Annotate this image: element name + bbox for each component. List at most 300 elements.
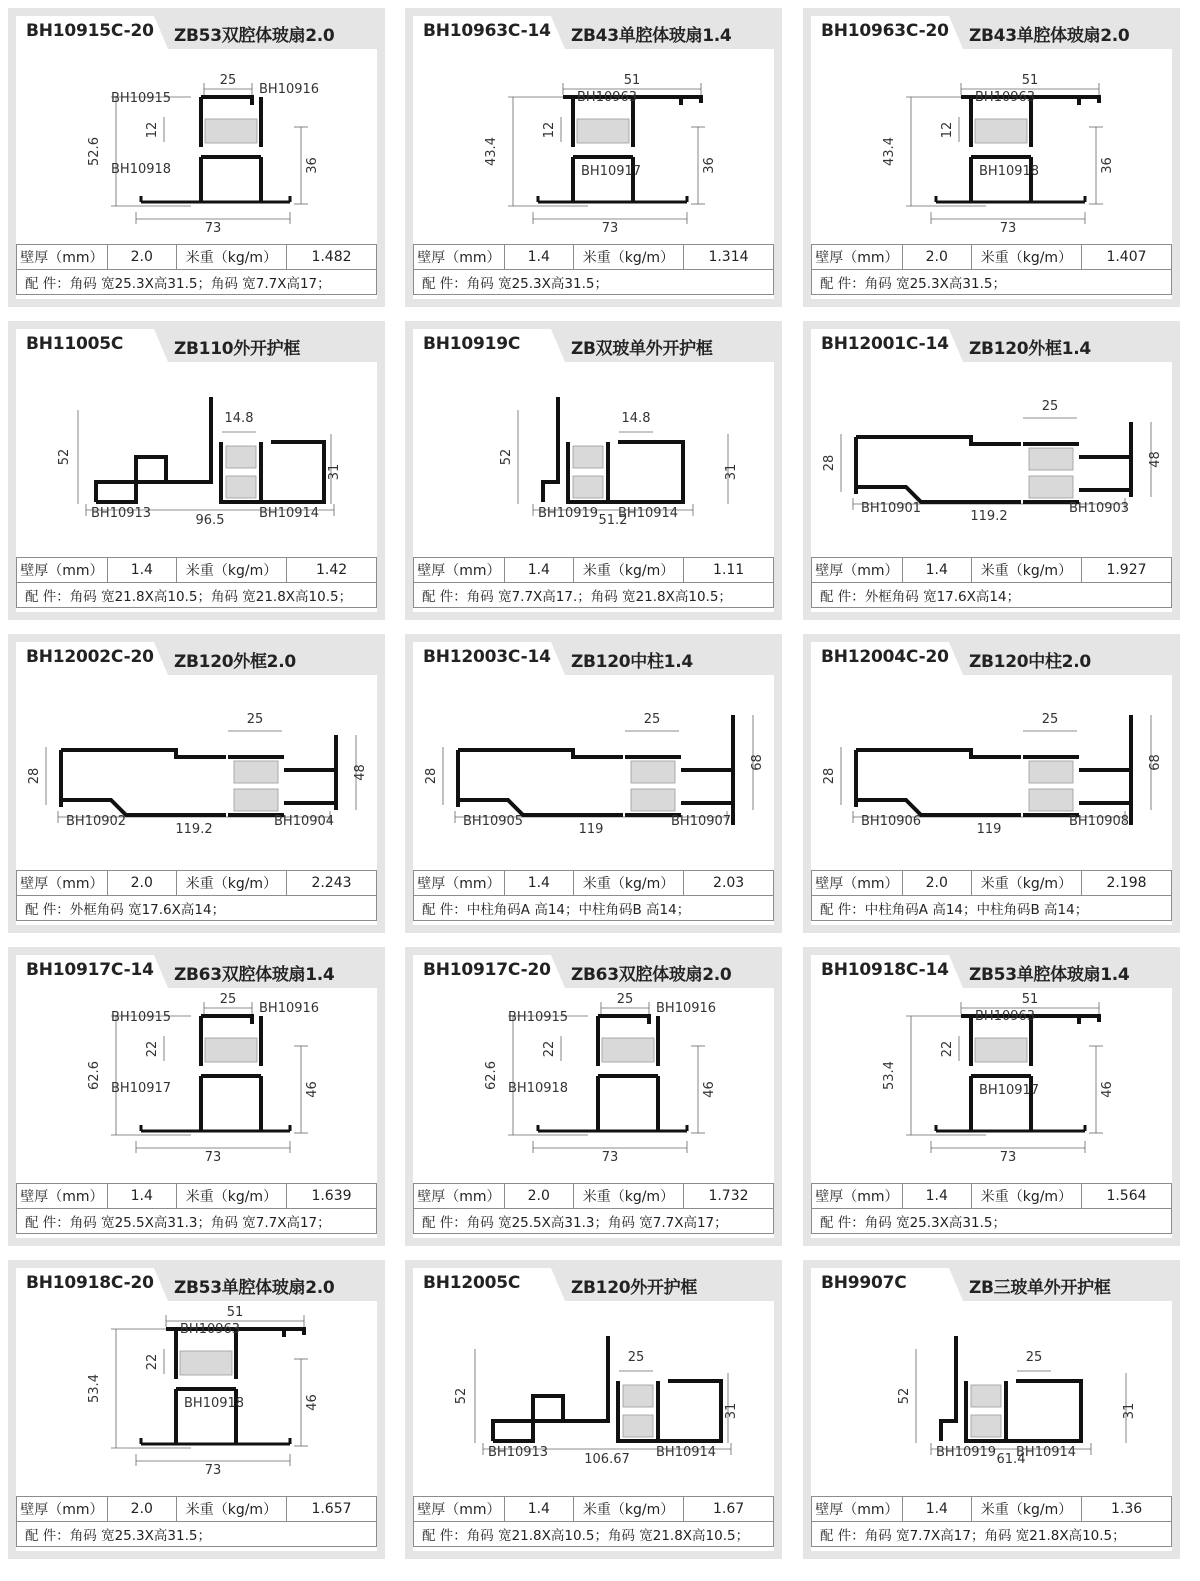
- dimension-label: 52: [897, 1387, 912, 1405]
- card-header: [16, 329, 377, 362]
- thermal-break-strip: [975, 119, 1027, 143]
- spec-table: [16, 870, 377, 921]
- profile-drawing: [811, 1301, 1172, 1491]
- wall-thickness-value: 2.0: [504, 1184, 573, 1209]
- dimension-label: 31: [327, 463, 342, 481]
- profile-line: [96, 397, 211, 502]
- card-body: [811, 675, 1172, 925]
- dimension-label: 22: [145, 1040, 160, 1058]
- dimension-label: 25: [219, 73, 237, 88]
- thermal-break-strip: [226, 476, 256, 498]
- product-title: ZB120中柱1.4: [571, 652, 693, 672]
- weight-label: 米重（kg/m）: [971, 245, 1081, 270]
- accessories-cell: [17, 1209, 377, 1234]
- product-title: ZB110外开护框: [174, 339, 301, 359]
- dimension-label: 46: [305, 1081, 320, 1098]
- accessories-value: 中柱角码A 高14；中柱角码B 高14；: [466, 902, 691, 918]
- profile-line: [543, 397, 558, 502]
- accessories-label: 配 件：: [820, 589, 865, 605]
- part-label: BH10905: [463, 814, 524, 829]
- card-header: [413, 329, 774, 362]
- spec-row: [812, 1497, 1172, 1522]
- dimension-label: 61.4: [996, 1452, 1026, 1467]
- accessories-label: 配 件：: [820, 276, 865, 292]
- card-body: [811, 49, 1172, 299]
- weight-value: 1.657: [287, 1497, 377, 1522]
- weight-value: 1.36: [1082, 1497, 1172, 1522]
- weight-value: 1.67: [684, 1497, 774, 1522]
- spec-table: [413, 1183, 774, 1234]
- spec-table: [811, 1496, 1172, 1547]
- thermal-break-strip: [631, 789, 675, 811]
- profile-line: [941, 1336, 956, 1441]
- accessories-cell: [414, 583, 774, 608]
- accessories-label: 配 件：: [25, 1215, 70, 1231]
- part-label: BH10913: [488, 1445, 549, 1460]
- part-label: BH10914: [1016, 1445, 1077, 1460]
- accessories-row: [414, 896, 774, 921]
- profile-line: [201, 1076, 261, 1131]
- spec-row: [414, 558, 774, 583]
- wall-thickness-label: 壁厚（mm）: [17, 558, 108, 583]
- accessories-value: 角码 宽25.3X高31.5；: [69, 1528, 211, 1544]
- spec-row: [812, 245, 1172, 270]
- accessories-value: 角码 宽25.3X高31.5；: [864, 1215, 1006, 1231]
- product-card-bh12005c: [405, 1260, 782, 1559]
- product-title: ZB53单腔体玻扇1.4: [969, 965, 1130, 985]
- product-title: ZB53双腔体玻扇2.0: [174, 26, 335, 46]
- spec-row: [17, 245, 377, 270]
- spec-row: [17, 1184, 377, 1209]
- accessories-label: 配 件：: [25, 1528, 70, 1544]
- weight-value: 1.564: [1082, 1184, 1172, 1209]
- card-header: [16, 955, 377, 988]
- card-header: [811, 955, 1172, 988]
- part-label: BH10918: [979, 164, 1040, 179]
- dimension-label: 73: [999, 1150, 1017, 1165]
- dimension-label: 119.2: [970, 509, 1008, 524]
- dimension-label: 22: [542, 1040, 557, 1058]
- weight-label: 米重（kg/m）: [573, 558, 683, 583]
- weight-value: 2.243: [287, 871, 377, 896]
- profile-line: [856, 750, 1021, 815]
- accessories-label: 配 件：: [422, 1215, 467, 1231]
- part-label: BH10963: [975, 90, 1036, 105]
- spec-table: [811, 1183, 1172, 1234]
- part-label: BH10917: [111, 1081, 172, 1096]
- weight-value: 1.732: [684, 1184, 774, 1209]
- product-title: ZB43单腔体玻扇1.4: [571, 26, 732, 46]
- accessories-cell: [17, 1522, 377, 1547]
- accessories-cell: [17, 270, 377, 295]
- wall-thickness-value: 1.4: [504, 871, 573, 896]
- thermal-break-strip: [573, 446, 603, 468]
- dimension-label: 28: [27, 767, 42, 785]
- product-card-bh12001c-14: [803, 321, 1180, 620]
- part-label: BH10907: [671, 814, 732, 829]
- part-label: BH10913: [91, 506, 152, 521]
- part-label: BH10915: [111, 91, 172, 106]
- dimension-label: 43.4: [484, 137, 499, 166]
- accessories-value: 角码 宽21.8X高10.5；角码 宽21.8X高10.5；: [69, 589, 353, 605]
- spec-row: [17, 1497, 377, 1522]
- thermal-break-strip: [631, 761, 675, 783]
- wall-thickness-value: 1.4: [107, 1184, 176, 1209]
- dimension-label: 96.5: [195, 513, 225, 528]
- wall-thickness-label: 壁厚（mm）: [17, 871, 108, 896]
- weight-value: 1.314: [684, 245, 774, 270]
- product-card-bh12002c-20: [8, 634, 385, 933]
- accessories-label: 配 件：: [820, 1215, 865, 1231]
- spec-row: [414, 245, 774, 270]
- card-body: [413, 675, 774, 925]
- wall-thickness-label: 壁厚（mm）: [17, 1184, 108, 1209]
- wall-thickness-value: 1.4: [902, 1497, 971, 1522]
- dimension-label: 46: [1100, 1081, 1115, 1098]
- weight-label: 米重（kg/m）: [971, 1184, 1081, 1209]
- product-card-bh10919c: [405, 321, 782, 620]
- wall-thickness-label: 壁厚（mm）: [812, 245, 903, 270]
- product-card-bh12003c-14: [405, 634, 782, 933]
- profile-line: [598, 1016, 649, 1024]
- thermal-break-strip: [180, 1351, 232, 1375]
- card-body: [16, 362, 377, 612]
- accessories-row: [812, 270, 1172, 295]
- accessories-value: 角码 宽25.5X高31.3；角码 宽7.7X高17；: [466, 1215, 728, 1231]
- spec-table: [413, 1496, 774, 1547]
- product-code: BH12005C: [423, 1273, 521, 1293]
- dimension-label: 31: [724, 463, 739, 481]
- wall-thickness-label: 壁厚（mm）: [414, 558, 505, 583]
- profile-line: [96, 457, 211, 502]
- thermal-break-strip: [234, 761, 278, 783]
- product-title: ZB双玻单外开护框: [571, 339, 713, 359]
- accessories-row: [812, 1209, 1172, 1234]
- card-body: [811, 1301, 1172, 1551]
- product-title: ZB120外框2.0: [174, 652, 296, 672]
- accessories-label: 配 件：: [422, 589, 467, 605]
- dimension-label: 36: [702, 157, 717, 174]
- card-body: [413, 1301, 774, 1551]
- accessories-value: 角码 宽7.7X高17.；角码 宽21.8X高10.5；: [466, 589, 732, 605]
- accessories-row: [17, 270, 377, 295]
- part-label: BH10917: [581, 164, 642, 179]
- accessories-row: [17, 1522, 377, 1547]
- accessories-value: 中柱角码A 高14；中柱角码B 高14；: [864, 902, 1089, 918]
- accessories-label: 配 件：: [25, 589, 70, 605]
- accessories-value: 角码 宽25.3X高31.5；: [466, 276, 608, 292]
- profile-drawing: [16, 362, 377, 552]
- wall-thickness-label: 壁厚（mm）: [414, 1497, 505, 1522]
- product-code: BH9907C: [821, 1273, 907, 1293]
- spec-table: [811, 870, 1172, 921]
- card-header: [413, 955, 774, 988]
- part-label: BH10916: [259, 82, 320, 97]
- spec-row: [17, 558, 377, 583]
- profile-line: [61, 750, 226, 815]
- spec-table: [413, 244, 774, 295]
- dimension-label: 73: [204, 1463, 222, 1478]
- accessories-row: [414, 1522, 774, 1547]
- product-card-bh10963c-20: [803, 8, 1180, 307]
- dimension-label: 48: [1148, 451, 1163, 468]
- dimension-label: 28: [424, 767, 439, 785]
- weight-value: 1.42: [287, 558, 377, 583]
- accessories-cell: [812, 1209, 1172, 1234]
- product-card-bh10915c-20: [8, 8, 385, 307]
- dimension-label: 36: [1100, 157, 1115, 174]
- product-card-bh10917c-20: [405, 947, 782, 1246]
- part-label: BH10915: [111, 1010, 172, 1025]
- profile-drawing: [811, 362, 1172, 552]
- spec-table: [16, 557, 377, 608]
- dimension-label: 25: [1041, 399, 1059, 414]
- dimension-label: 119.2: [175, 822, 213, 837]
- dimension-label: 28: [822, 767, 837, 785]
- dimension-label: 53.4: [882, 1061, 897, 1090]
- dimension-label: 53.4: [87, 1374, 102, 1403]
- accessories-row: [414, 270, 774, 295]
- thermal-break-strip: [205, 119, 257, 143]
- card-header: [413, 16, 774, 49]
- accessories-value: 角码 宽21.8X高10.5；角码 宽21.8X高10.5；: [466, 1528, 750, 1544]
- accessories-cell: [414, 1209, 774, 1234]
- weight-label: 米重（kg/m）: [176, 558, 286, 583]
- part-label: BH10919: [936, 1445, 997, 1460]
- wall-thickness-value: 1.4: [107, 558, 176, 583]
- wall-thickness-label: 壁厚（mm）: [812, 1497, 903, 1522]
- dimension-label: 12: [145, 121, 160, 139]
- dimension-label: 51: [1021, 992, 1039, 1007]
- dimension-label: 36: [305, 157, 320, 174]
- profile-line: [493, 1396, 608, 1441]
- product-code: BH10917C-14: [26, 960, 154, 980]
- dimension-label: 48: [353, 764, 368, 781]
- card-header: [413, 642, 774, 675]
- dimension-label: 62.6: [484, 1061, 499, 1090]
- thermal-break-strip: [971, 1415, 1001, 1437]
- dimension-label: 22: [145, 1353, 160, 1371]
- part-label: BH10918: [111, 162, 172, 177]
- wall-thickness-value: 2.0: [107, 245, 176, 270]
- product-code: BH10919C: [423, 334, 521, 354]
- dimension-label: 31: [1122, 1402, 1137, 1420]
- wall-thickness-value: 1.4: [902, 558, 971, 583]
- weight-label: 米重（kg/m）: [176, 1497, 286, 1522]
- dimension-label: 73: [601, 1150, 619, 1165]
- product-code: BH12004C-20: [821, 647, 949, 667]
- accessories-label: 配 件：: [422, 1528, 467, 1544]
- accessories-value: 外框角码 宽17.6X高14；: [864, 589, 1021, 605]
- dimension-label: 25: [1041, 712, 1059, 727]
- dimension-label: 46: [305, 1394, 320, 1411]
- product-code: BH12003C-14: [423, 647, 551, 667]
- accessories-label: 配 件：: [422, 276, 467, 292]
- part-label: BH10904: [274, 814, 335, 829]
- wall-thickness-label: 壁厚（mm）: [17, 245, 108, 270]
- accessories-value: 外框角码 宽17.6X高14；: [69, 902, 226, 918]
- spec-table: [811, 244, 1172, 295]
- weight-label: 米重（kg/m）: [573, 1497, 683, 1522]
- card-header: [811, 642, 1172, 675]
- card-body: [16, 675, 377, 925]
- dimension-label: 25: [643, 712, 661, 727]
- dimension-label: 51: [623, 73, 641, 88]
- profile-drawing: [413, 1301, 774, 1491]
- spec-table: [413, 870, 774, 921]
- profile-drawing: [16, 675, 377, 865]
- accessories-value: 角码 宽25.5X高31.3；角码 宽7.7X高17；: [69, 1215, 331, 1231]
- dimension-label: 62.6: [87, 1061, 102, 1090]
- spec-row: [414, 1497, 774, 1522]
- dimension-label: 119: [976, 822, 1002, 837]
- weight-label: 米重（kg/m）: [176, 871, 286, 896]
- product-code: BH10963C-14: [423, 21, 551, 41]
- weight-value: 1.927: [1082, 558, 1172, 583]
- weight-value: 1.482: [287, 245, 377, 270]
- weight-value: 1.407: [1082, 245, 1172, 270]
- product-title: ZB43单腔体玻扇2.0: [969, 26, 1130, 46]
- product-title: ZB53单腔体玻扇2.0: [174, 1278, 335, 1298]
- product-code: BH11005C: [26, 334, 124, 354]
- dimension-label: 51.2: [598, 513, 628, 528]
- accessories-row: [17, 896, 377, 921]
- dimension-label: 46: [702, 1081, 717, 1098]
- thermal-break-strip: [226, 446, 256, 468]
- weight-value: 2.198: [1082, 871, 1172, 896]
- thermal-break-strip: [1029, 789, 1073, 811]
- part-label: BH10919: [538, 506, 599, 521]
- thermal-break-strip: [975, 1038, 1027, 1062]
- card-body: [811, 988, 1172, 1238]
- accessories-value: 角码 宽25.3X高31.5；角码 宽7.7X高17；: [69, 276, 331, 292]
- dimension-label: 43.4: [882, 137, 897, 166]
- product-code: BH12002C-20: [26, 647, 154, 667]
- wall-thickness-value: 2.0: [107, 1497, 176, 1522]
- card-header: [16, 1268, 377, 1301]
- card-body: [413, 362, 774, 612]
- wall-thickness-label: 壁厚（mm）: [812, 871, 903, 896]
- accessories-label: 配 件：: [820, 1528, 865, 1544]
- card-header: [413, 1268, 774, 1301]
- profile-drawing: [413, 49, 774, 239]
- dimension-label: 73: [601, 221, 619, 236]
- dimension-label: 12: [542, 121, 557, 139]
- dimension-label: 22: [940, 1040, 955, 1058]
- accessories-label: 配 件：: [25, 276, 70, 292]
- product-card-bh11005c: [8, 321, 385, 620]
- card-header: [811, 16, 1172, 49]
- profile-line: [856, 437, 1021, 502]
- product-code: BH10915C-20: [26, 21, 154, 41]
- profile-drawing: [811, 675, 1172, 865]
- wall-thickness-label: 壁厚（mm）: [812, 558, 903, 583]
- dimension-label: 12: [940, 121, 955, 139]
- accessories-cell: [812, 270, 1172, 295]
- wall-thickness-value: 2.0: [107, 871, 176, 896]
- dimension-label: 14.8: [621, 411, 651, 426]
- wall-thickness-value: 2.0: [902, 871, 971, 896]
- product-title: ZB120外开护框: [571, 1278, 698, 1298]
- dimension-label: 28: [822, 454, 837, 472]
- dimension-label: 52.6: [87, 137, 102, 166]
- dimension-label: 119: [578, 822, 604, 837]
- spec-table: [16, 1496, 377, 1547]
- dimension-label: 51: [1021, 73, 1039, 88]
- accessories-row: [812, 1522, 1172, 1547]
- weight-value: 2.03: [684, 871, 774, 896]
- product-card-bh10918c-14: [803, 947, 1180, 1246]
- spec-row: [17, 871, 377, 896]
- weight-value: 1.639: [287, 1184, 377, 1209]
- accessories-cell: [17, 583, 377, 608]
- weight-label: 米重（kg/m）: [573, 871, 683, 896]
- part-label: BH10917: [979, 1083, 1040, 1098]
- spec-table: [413, 557, 774, 608]
- part-label: BH10903: [1069, 501, 1130, 516]
- wall-thickness-label: 壁厚（mm）: [414, 245, 505, 270]
- profile-line: [458, 750, 623, 815]
- dimension-label: 31: [724, 1402, 739, 1420]
- wall-thickness-label: 壁厚（mm）: [414, 871, 505, 896]
- product-title: ZB120中柱2.0: [969, 652, 1091, 672]
- weight-label: 米重（kg/m）: [176, 1184, 286, 1209]
- product-card-bh10917c-14: [8, 947, 385, 1246]
- card-body: [811, 362, 1172, 612]
- product-code: BH10918C-14: [821, 960, 949, 980]
- part-label: BH10914: [618, 506, 679, 521]
- dimension-label: 73: [204, 1150, 222, 1165]
- card-body: [413, 49, 774, 299]
- profile-drawing: [811, 49, 1172, 239]
- accessories-row: [17, 1209, 377, 1234]
- part-label: BH10918: [508, 1081, 569, 1096]
- thermal-break-strip: [577, 119, 629, 143]
- accessories-cell: [812, 896, 1172, 921]
- card-header: [811, 1268, 1172, 1301]
- dimension-label: 25: [627, 1350, 645, 1365]
- spec-row: [414, 1184, 774, 1209]
- part-label: BH10918: [184, 1396, 245, 1411]
- weight-label: 米重（kg/m）: [971, 558, 1081, 583]
- thermal-break-strip: [623, 1385, 653, 1407]
- product-title: ZB63双腔体玻扇1.4: [174, 965, 335, 985]
- wall-thickness-value: 1.4: [504, 245, 573, 270]
- profile-drawing: [16, 1301, 377, 1491]
- thermal-break-strip: [602, 1038, 654, 1062]
- wall-thickness-value: 2.0: [902, 245, 971, 270]
- profile-drawing: [16, 49, 377, 239]
- weight-label: 米重（kg/m）: [971, 1497, 1081, 1522]
- card-body: [16, 988, 377, 1238]
- profile-drawing: [413, 362, 774, 552]
- part-label: BH10908: [1069, 814, 1130, 829]
- dimension-label: 106.67: [584, 1452, 630, 1467]
- accessories-cell: [414, 896, 774, 921]
- product-title: ZB三玻单外开护框: [969, 1278, 1111, 1298]
- profile-drawing: [413, 988, 774, 1178]
- wall-thickness-label: 壁厚（mm）: [17, 1497, 108, 1522]
- wall-thickness-label: 壁厚（mm）: [414, 1184, 505, 1209]
- spec-row: [414, 871, 774, 896]
- thermal-break-strip: [573, 476, 603, 498]
- spec-row: [812, 558, 1172, 583]
- thermal-break-strip: [1029, 761, 1073, 783]
- thermal-break-strip: [623, 1415, 653, 1437]
- part-label: BH10914: [259, 506, 320, 521]
- weight-label: 米重（kg/m）: [573, 245, 683, 270]
- part-label: BH10963: [975, 1009, 1036, 1024]
